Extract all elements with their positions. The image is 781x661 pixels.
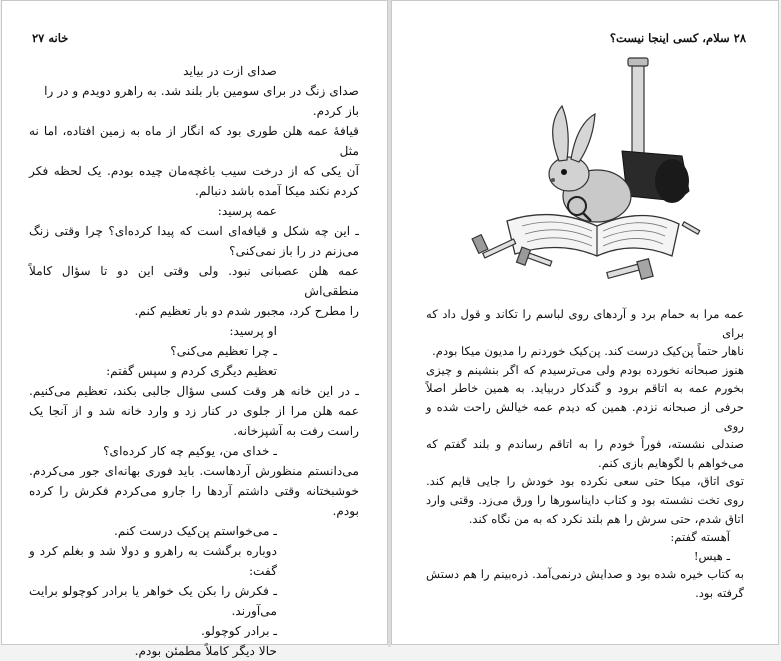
- text-line: آن یکی که از درخت سیب باغچه‌مان چیده بودم. یک لحظه فکر: [29, 164, 359, 178]
- right-page-header: ۲۸ سلام، کسی اینجا نیست؟: [609, 31, 746, 45]
- text-line: روی تخت نشسته بود و کتاب دایناسورها را ورق می‌زد. وقتی وارد: [426, 492, 744, 507]
- text-line: گرفته بود.: [695, 585, 744, 600]
- left-page-header: خانه ۲۷: [32, 31, 69, 45]
- text-line: صندلی نشسته، فوراً خودم را به اتاقم رساندم و بلند گفتم که: [426, 437, 744, 452]
- left-page-text: [29, 61, 359, 661]
- rabbit-reading-book-with-hammers-illustration: [467, 56, 712, 291]
- text-line: آهسته گفتم:: [670, 530, 730, 545]
- text-line: او پرسید:: [229, 324, 277, 338]
- text-line: ناهار حتماً پن‌کیک درست کند. پن‌کیک خوردنم را مدیون میکا بودم.: [432, 344, 744, 359]
- text-line: می‌دانستم منظورش آردهاست. باید فوری بهانه‌ای جور می‌کردم.: [29, 464, 359, 478]
- text-line: عمه پرسید:: [217, 204, 277, 218]
- text-line: ـ می‌خواستم پن‌کیک درست کنم.: [114, 524, 277, 538]
- text-line: دوباره برگشت به راهرو و دولا شد و بغلم کرد و گفت:: [29, 544, 277, 578]
- text-line: ـ برادر کوچولو.: [201, 624, 277, 638]
- text-line: را مطرح کرد، مجبور شدم دو بار تعظیم کنم.: [134, 304, 359, 318]
- text-line: ـ چرا تعظیم می‌کنی؟: [170, 344, 277, 358]
- text-line: تعظیم دیگری کردم و سپس گفتم:: [106, 364, 277, 378]
- right-page: [391, 0, 779, 645]
- text-line: می‌خواهم با لگوهایم بازی کنم.: [598, 455, 744, 470]
- text-line: توی اتاق، میکا حتی سعی نکرده بود خودش را جایی قایم کند.: [426, 474, 744, 489]
- text-line: ـ در این خانه هر وقت کسی سؤال جالبی بکند، تعظیم می‌کنیم.: [29, 384, 359, 398]
- text-line: راست رفت به آشپزخانه.: [233, 424, 359, 438]
- text-line: صدای ازت در بیاید: [183, 64, 277, 78]
- text-line: بخورم عمه به اتاقم برود و گندکار دربیاید. به همین خاطر اصلاً: [426, 381, 744, 396]
- text-line: ـ هیس!: [693, 548, 730, 563]
- right-page-text: [426, 305, 744, 603]
- text-line: می‌زنم در را باز نمی‌کنی؟: [229, 244, 359, 258]
- text-line: اتاق شدم، حتی سرش را هم بلند نکرد که به من نگاه کند.: [468, 511, 744, 526]
- text-line: صدای زنگ در برای سومین بار بلند شد. به راهرو دویدم و در را: [44, 84, 359, 98]
- text-line: حالا دیگر کاملاً مطمئن بودم.: [134, 644, 277, 658]
- text-line: ـ خدای من، یوکیم چه کار کرده‌ای؟: [103, 444, 277, 458]
- text-line: عمه مرا به حمام برد و آردهای روی لباسم را تکاند و قول داد که برای: [426, 307, 744, 340]
- text-line: عمه هلن مرا از جلوی در کنار زد و وارد خانه شد و از آنجا یک: [29, 404, 359, 418]
- text-line: قیافهٔ عمه هلن طوری بود که انگار از ماه به زمین افتاده، اما نه مثل: [29, 124, 359, 158]
- text-line: ـ این چه شکل و قیافه‌ای است که پیدا کرده‌ای؟ چرا وقتی زنگ: [29, 224, 359, 238]
- text-line: کردم نکند میکا آمده باشد دنبالم.: [194, 184, 359, 198]
- text-line: حرفی از صبحانه نزدم. همین که دیدم عمه خیالش راحت شده و روی: [426, 399, 744, 433]
- text-line: هنوز صبحانه نخورده بودم ولی می‌ترسیدم که اگر بنشینم و چیزی: [426, 362, 744, 377]
- text-line: عمه هلن عصبانی نبود. ولی وقتی این دو تا سؤال کاملاً منطقی‌اش: [29, 264, 359, 298]
- text-line: باز کردم.: [312, 104, 359, 118]
- text-line: ـ فکرش را بکن یک خواهر یا برادر کوچولو برایت می‌آورند.: [29, 584, 277, 618]
- text-line: خوشبختانه وقتی داشتم آردها را جارو می‌کردم فکرش را کرده بودم.: [29, 484, 359, 518]
- left-page: [1, 0, 388, 658]
- text-line: به کتاب خیره شده بود و صدایش درنمی‌آمد. ذره‌بینم را هم دستش: [426, 567, 744, 582]
